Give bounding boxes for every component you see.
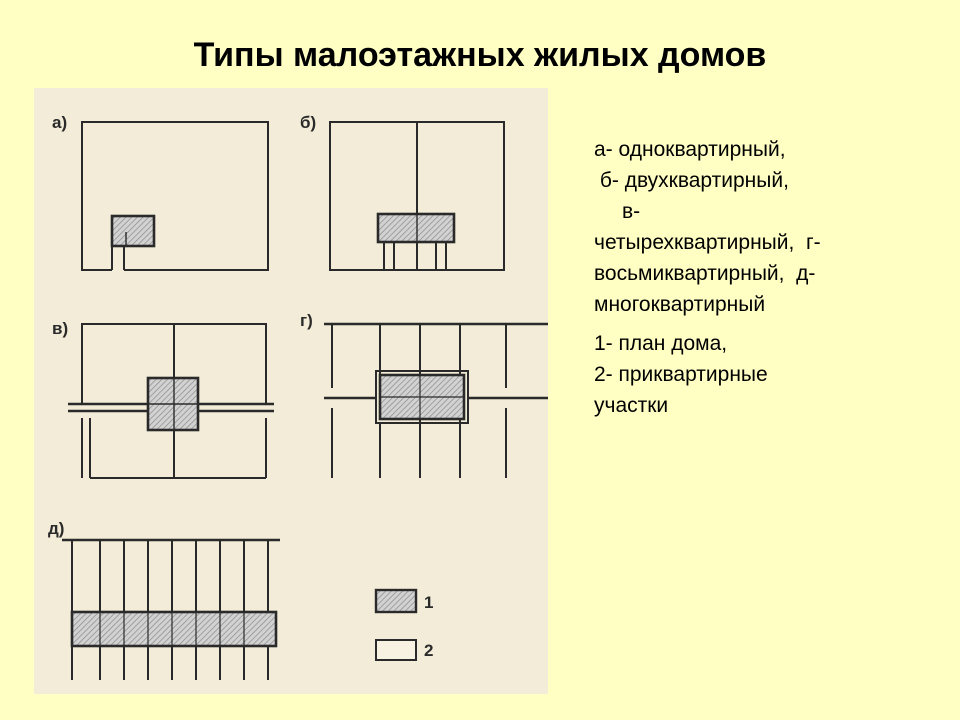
legend-item-1: 1- план дома, bbox=[594, 332, 728, 355]
panel-v-label: в) bbox=[52, 319, 69, 338]
key-plot-swatch bbox=[376, 640, 416, 660]
panel-a-label: а) bbox=[52, 113, 68, 132]
legend-type-v-prefix: в- bbox=[622, 200, 641, 223]
figure-drawing bbox=[34, 88, 548, 694]
slide-title: Типы малоэтажных жилых домов bbox=[193, 36, 767, 74]
legend-type-d: многоквартирный bbox=[594, 293, 766, 316]
key-house-swatch bbox=[376, 590, 416, 612]
legend-type-g: восьмиквартирный, д- bbox=[594, 262, 816, 285]
figure-paper bbox=[34, 88, 548, 694]
legend-type-v: четырехквартирный, г- bbox=[594, 231, 821, 254]
legend-type-a: а- одноквартирный, bbox=[594, 138, 786, 161]
legend-item-2-continued: участки bbox=[594, 394, 669, 417]
panel-d-house bbox=[72, 612, 276, 646]
key-house-number: 1 bbox=[424, 593, 434, 612]
key-plot-number: 2 bbox=[424, 641, 434, 660]
housing-types-figure bbox=[34, 88, 548, 694]
panel-b-label: б) bbox=[300, 113, 317, 132]
panel-d-label: д) bbox=[48, 519, 65, 538]
legend-text bbox=[594, 134, 904, 421]
panel-b-house bbox=[378, 214, 454, 242]
panel-g-label: г) bbox=[300, 311, 313, 330]
legend-type-b: б- двухквартирный, bbox=[594, 169, 789, 192]
panel-a-house bbox=[112, 216, 154, 246]
legend-item-2: 2- приквартирные bbox=[594, 363, 768, 386]
